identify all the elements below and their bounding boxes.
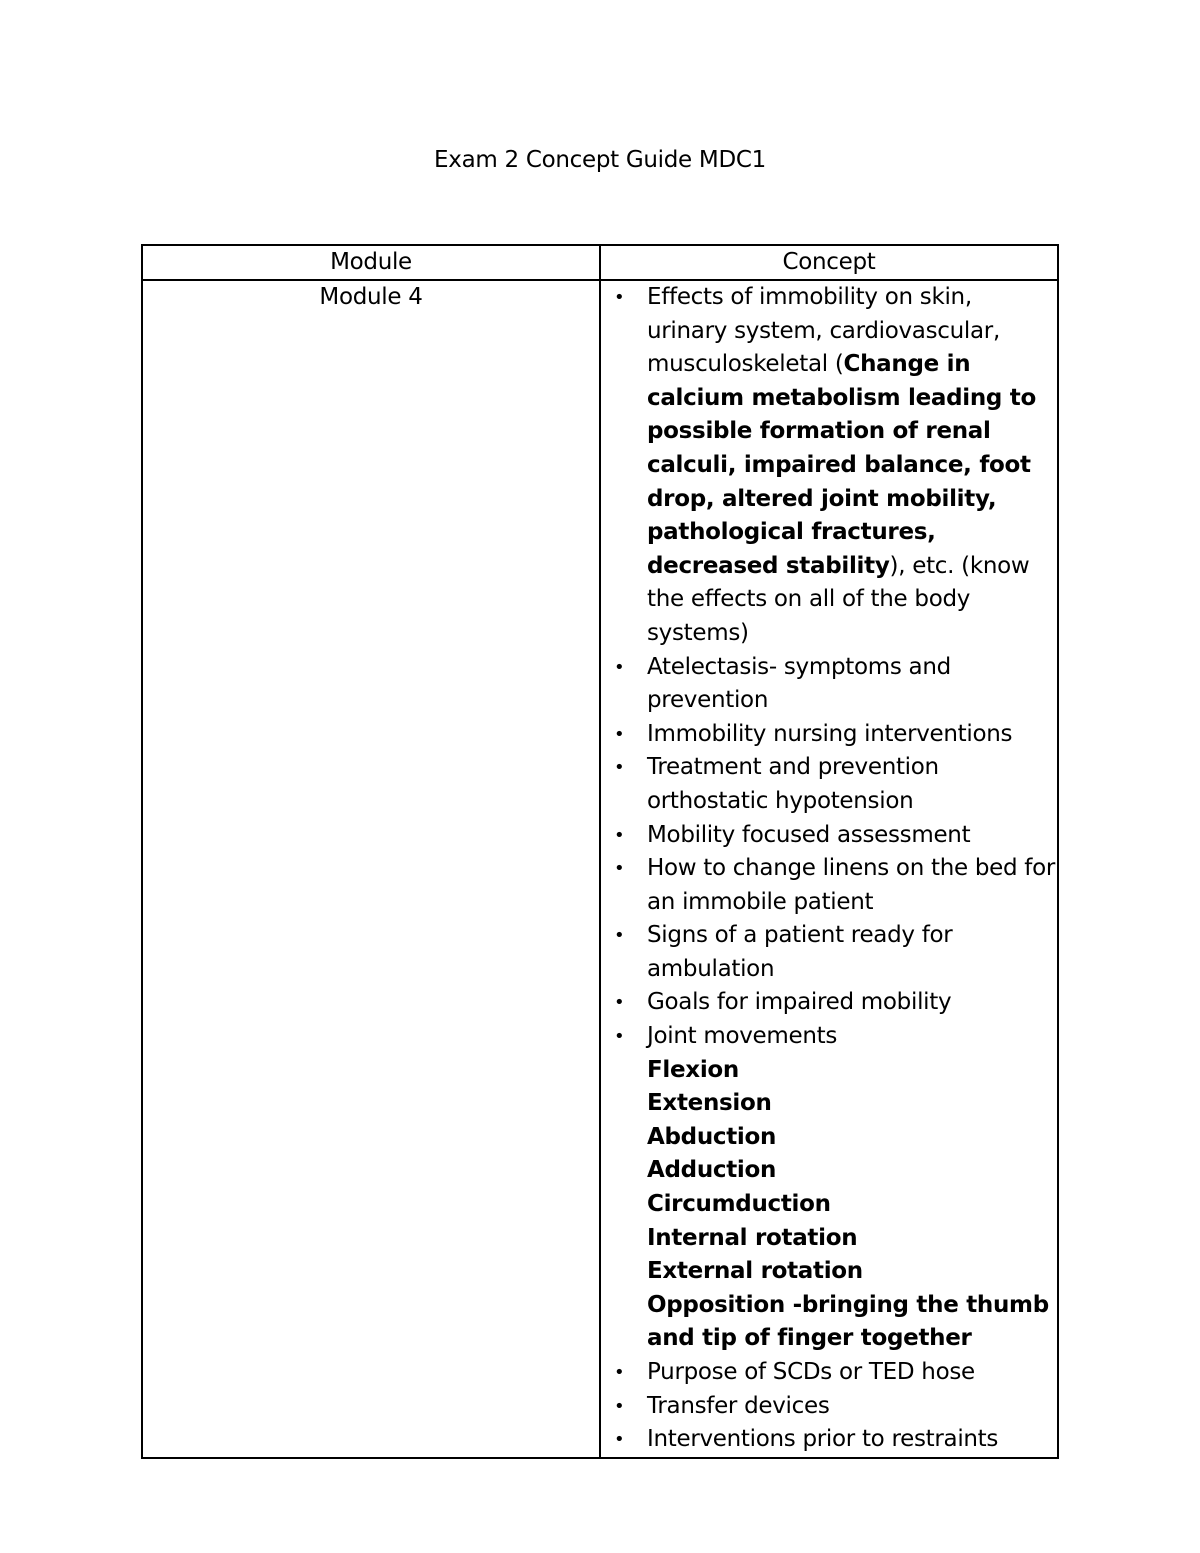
- bullet-icon: •: [614, 992, 625, 1014]
- joint-movement: Adduction: [647, 1157, 777, 1184]
- module-header: Module: [142, 245, 600, 280]
- concept-text: Treatment and prevention orthostatic hypotension: [647, 754, 939, 814]
- joint-movement: Abduction: [647, 1123, 777, 1150]
- bullet-icon: •: [614, 1362, 625, 1383]
- list-item: [614, 718, 1057, 752]
- list-item: [614, 819, 1057, 853]
- concept-text: Transfer devices: [647, 1392, 830, 1419]
- concept-text: Atelectasis- symptoms and prevention: [647, 653, 951, 714]
- list-item: [614, 852, 1057, 919]
- bullet-icon: •: [614, 287, 625, 308]
- list-item: [614, 751, 1057, 818]
- list-item: [614, 1390, 1057, 1424]
- list-item: [614, 651, 1057, 718]
- list-item: [614, 986, 1057, 1020]
- bullet-icon: •: [614, 1026, 625, 1048]
- list-item: [614, 1020, 1057, 1356]
- concept-list: [601, 281, 1057, 1457]
- bullet-icon: •: [614, 757, 625, 779]
- concept-bold-text: Change in calcium metabolism leading to possible formation of renal calculi, impaired balance, foot drop, altered joint mobility, pathological fractures, decreased stability: [647, 351, 1036, 579]
- joint-movement: Internal rotation: [647, 1224, 858, 1251]
- concept-text: Goals for impaired mobility: [647, 989, 952, 1016]
- bullet-icon: •: [614, 1429, 625, 1451]
- bullet-icon: •: [614, 858, 625, 880]
- concept-text: Mobility focused assessment: [647, 821, 971, 848]
- list-item: [614, 919, 1057, 986]
- joint-movement: Extension: [647, 1090, 772, 1117]
- concept-header: Concept: [600, 245, 1058, 280]
- concept-text: Purpose of SCDs or TED hose: [647, 1359, 975, 1385]
- list-item: [614, 1356, 1057, 1390]
- bullet-icon: •: [614, 824, 625, 846]
- bullet-icon: •: [614, 723, 625, 745]
- concept-table: [141, 244, 1059, 1459]
- bullet-icon: •: [614, 925, 625, 947]
- bullet-icon: •: [614, 1395, 625, 1417]
- concept-text: Signs of a patient ready for ambulation: [647, 922, 953, 982]
- table-header-row: [142, 245, 1058, 280]
- concept-cell: [600, 280, 1058, 1458]
- concept-text: Effects of immobility on skin, urinary system, cardiovascular, musculoskeletal (: [647, 284, 1000, 378]
- page-title: Exam 2 Concept Guide MDC1: [434, 147, 766, 173]
- table-row: [142, 280, 1058, 1458]
- concept-text: Immobility nursing interventions: [647, 720, 1013, 747]
- concept-text: Joint movements: [647, 1023, 838, 1050]
- concept-text: How to change linens on the bed for an immobile patient: [647, 855, 1056, 915]
- joint-movement: External rotation: [647, 1258, 863, 1285]
- module-cell: Module 4: [142, 280, 600, 1458]
- bullet-icon: •: [614, 656, 625, 678]
- joint-movement: Circumduction: [647, 1191, 831, 1218]
- concept-text: Interventions prior to restraints: [647, 1426, 999, 1453]
- list-item: [614, 281, 1057, 651]
- list-item: [614, 1423, 1057, 1457]
- concept-text: ), etc. (know the effects on all of the body systems): [647, 552, 1030, 646]
- joint-movement: Opposition -bringing the thumb and tip of finger together: [647, 1291, 1049, 1352]
- joint-movement: Flexion: [647, 1056, 739, 1083]
